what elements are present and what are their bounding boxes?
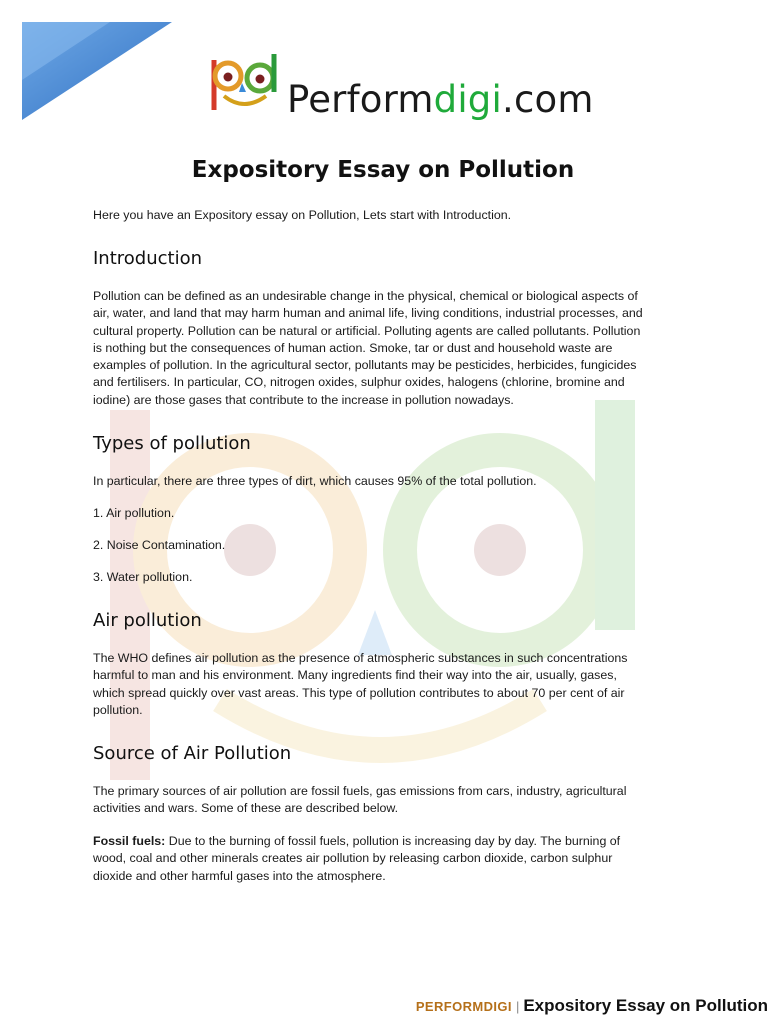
fossil-fuels-paragraph xyxy=(93,833,678,885)
fossil-fuels-label: Fossil fuels: xyxy=(93,834,166,848)
paragraph-line: Pollution can be defined as an undesirable change in the physical, chemical or biological aspects of xyxy=(93,289,638,303)
page-title: Expository Essay on Pollution xyxy=(191,157,575,183)
corner-decoration xyxy=(0,0,220,140)
paragraph-line: examples of pollution. In the agricultural sector, pollutants may be pesticides, herbicides, fungicides xyxy=(93,358,637,373)
intro-line: Here you have an Expository essay on Pollution, Lets start with Introduction. xyxy=(93,208,512,222)
paragraph-line: wood, coal and other minerals creates air pollution by releasing carbon dioxide, carbon sulphur xyxy=(93,851,613,866)
introduction-paragraph xyxy=(93,288,678,409)
paragraph-line: air, water, and land that may harm human and animal life, living conditions, industrial processes, and xyxy=(93,306,643,321)
footer-title: Expository Essay on Pollution xyxy=(523,996,768,1015)
heading-source: Source of Air Pollution xyxy=(93,743,292,764)
paragraph-line: The WHO defines air pollution as the presence of atmospheric substances in such concentrations xyxy=(93,651,628,665)
brand-suffix: .com xyxy=(501,78,594,121)
brand-accent: digi xyxy=(433,78,502,121)
paragraph-line: is nothing but the consequences of human action. Smoke, tar or dust and household waste are xyxy=(93,340,613,355)
paragraph-line: harmful to man and his environment. Many ingredients find their way into the air, usually, gases, xyxy=(93,668,617,683)
fossil-fuels-text: Due to the burning of fossil fuels, pollution is increasing day by day. The burning of xyxy=(165,834,621,848)
footer-separator: | xyxy=(515,999,520,1014)
source-paragraph xyxy=(93,783,678,818)
paragraph-line: iodine) are those gases that contribute to the increase in pollution nowadays. xyxy=(93,392,514,407)
watermark-logo xyxy=(110,400,680,800)
brand-name xyxy=(287,78,594,121)
list-item: 3. Water pollution. xyxy=(93,570,193,584)
paragraph-line: and fertilisers. In particular, CO, nitrogen oxides, sulphur oxides, halogens (chlorine, bromine and xyxy=(93,375,625,390)
list-item: 1. Air pollution. xyxy=(93,506,175,520)
paragraph-line: which spread quickly over vast areas. This type of pollution contributes to about 70 per cent of air xyxy=(93,685,625,700)
paragraph-line: cultural property. Pollution can be natural or artificial. Polluting agents are called pollutants. Pollution xyxy=(93,323,641,338)
air-pollution-paragraph xyxy=(93,650,678,719)
heading-introduction: Introduction xyxy=(93,248,203,269)
footer-brand: PERFORMDIGI xyxy=(415,999,512,1014)
paragraph-line: The primary sources of air pollution are fossil fuels, gas emissions from cars, industry, agricultural xyxy=(93,784,627,798)
types-lead: In particular, there are three types of dirt, which causes 95% of the total pollution. xyxy=(93,474,537,488)
paragraph-line xyxy=(93,833,678,850)
list-item: 2. Noise Contamination. xyxy=(93,538,226,552)
paragraph-line: dioxide and other harmful gases into the atmosphere. xyxy=(93,868,386,883)
paragraph-line: activities and wars. Some of these are described below. xyxy=(93,801,399,816)
heading-air-pollution: Air pollution xyxy=(93,610,202,631)
brand-prefix: Perform xyxy=(287,78,434,121)
brand-logo xyxy=(208,50,288,116)
page-footer xyxy=(416,996,768,1020)
paragraph-line: pollution. xyxy=(93,702,143,717)
heading-types: Types of pollution xyxy=(93,433,251,454)
